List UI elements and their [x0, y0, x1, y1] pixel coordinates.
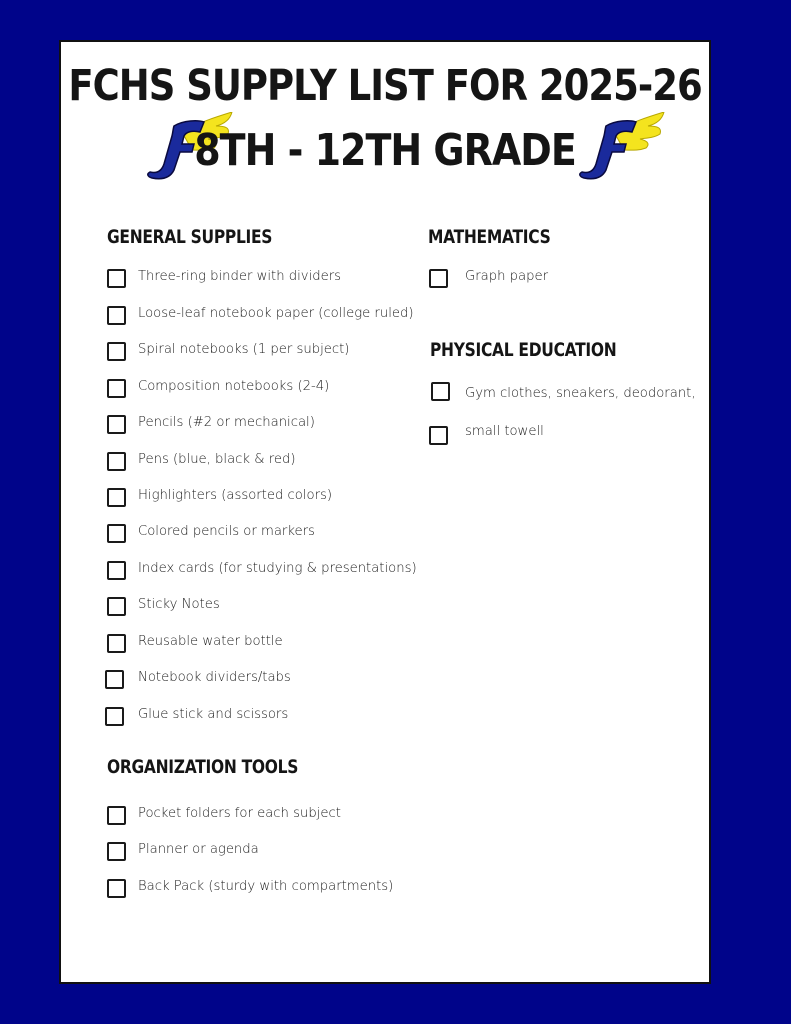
item-label: Notebook dividers/tabs: [138, 670, 291, 685]
item-label: Planner or agenda: [138, 842, 259, 857]
item-label: Reusable water bottle: [138, 634, 283, 649]
supply-list-page: [59, 40, 711, 984]
winged-f-logo-icon: [576, 112, 666, 182]
item-label: Spiral notebooks (1 per subject): [138, 342, 350, 357]
checkbox[interactable]: [107, 806, 126, 825]
checkbox[interactable]: [107, 415, 126, 434]
item-label: Gym clothes, sneakers, deodorant,: [465, 386, 696, 401]
item-label: Colored pencils or markers: [138, 524, 315, 539]
checkbox[interactable]: [105, 707, 124, 726]
checkbox[interactable]: [107, 488, 126, 507]
checkbox[interactable]: [107, 561, 126, 580]
checkbox[interactable]: [429, 426, 448, 445]
physical-education-heading: PHYSICAL EDUCATION: [430, 339, 617, 361]
general-supplies-heading: GENERAL SUPPLIES: [107, 226, 273, 248]
item-label: Glue stick and scissors: [138, 707, 289, 722]
item-label: Pocket folders for each subject: [138, 806, 341, 821]
checkbox[interactable]: [107, 634, 126, 653]
item-label: Graph paper: [465, 269, 549, 284]
item-label: Pencils (#2 or mechanical): [138, 415, 315, 430]
checkbox[interactable]: [107, 524, 126, 543]
checkbox[interactable]: [107, 452, 126, 471]
item-label: small towell: [465, 424, 544, 439]
checkbox[interactable]: [431, 382, 450, 401]
mathematics-heading: MATHEMATICS: [428, 226, 551, 248]
organization-tools-heading: ORGANIZATION TOOLS: [107, 756, 299, 778]
item-label: Pens (blue, black & red): [138, 452, 296, 467]
checkbox[interactable]: [105, 670, 124, 689]
item-label: Highlighters (assorted colors): [138, 488, 333, 503]
item-label: Index cards (for studying & presentations): [138, 561, 417, 576]
checkbox[interactable]: [107, 842, 126, 861]
item-label: Loose-leaf notebook paper (college ruled): [138, 306, 414, 321]
item-label: Composition notebooks (2-4): [138, 379, 330, 394]
item-label: Sticky Notes: [138, 597, 220, 612]
checkbox[interactable]: [429, 269, 448, 288]
grade-range: 8TH - 12TH GRADE: [194, 124, 576, 176]
checkbox[interactable]: [107, 879, 126, 898]
checkbox[interactable]: [107, 379, 126, 398]
checkbox[interactable]: [107, 306, 126, 325]
item-label: Three-ring binder with dividers: [138, 269, 342, 284]
checkbox[interactable]: [107, 269, 126, 288]
item-label: Back Pack (sturdy with compartments): [138, 879, 394, 894]
checkbox[interactable]: [107, 342, 126, 361]
page-title: FCHS SUPPLY LIST FOR 2025-26: [68, 60, 702, 111]
checkbox[interactable]: [107, 597, 126, 616]
